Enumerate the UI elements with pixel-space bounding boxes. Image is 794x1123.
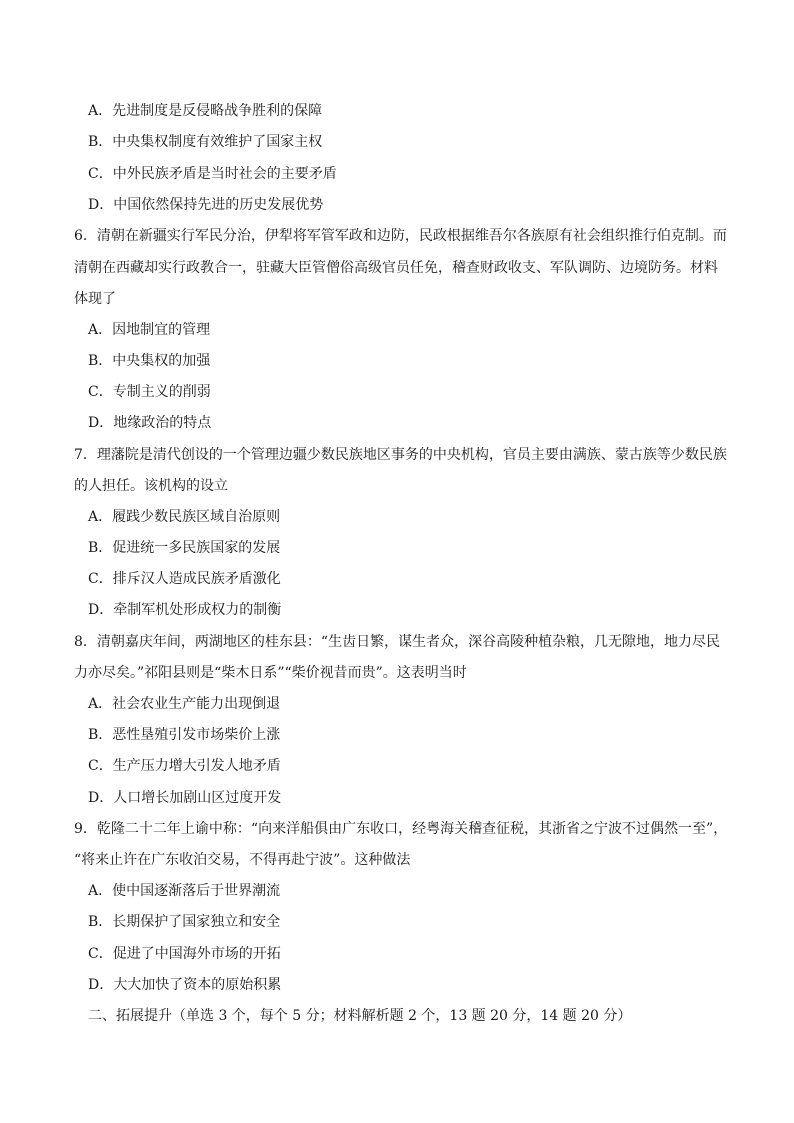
q9-option-c: C．促进了中国海外市场的开拓 — [88, 946, 281, 962]
q7-option-c: C．排斥汉人造成民族矛盾激化 — [88, 571, 281, 587]
option-c: C．中外民族矛盾是当时社会的主要矛盾 — [88, 166, 337, 182]
q6-option-b: B．中央集权的加强 — [88, 353, 211, 369]
question-8-stem: 8．清朝嘉庆年间，两湖地区的桂东县：“生齿日繁，谋生者众，深谷高陵种植杂粮，几无隙地，地力尽民 — [74, 634, 721, 650]
section-2-heading: 二、拓展提升（单选 3 个，每个 5 分；材料解析题 2 个，13 题 20 分，14 题 20 分） — [88, 1008, 632, 1024]
q6-option-a: A．因地制宜的管理 — [88, 322, 211, 338]
q9-option-a: A．使中国逐渐落后于世界潮流 — [88, 883, 281, 899]
q7-option-d: D．牵制军机处形成权力的制衡 — [88, 602, 282, 618]
question-6-stem-cont: 体现了 — [74, 291, 116, 307]
question-6-stem-cont: 清朝在西藏却实行政教合一，驻藏大臣管僧俗高级官员任免，稽查财政收支、军队调防、边境防务。材料 — [74, 260, 718, 276]
question-7-stem: 7．理藩院是清代创设的一个管理边疆少数民族地区事务的中央机构，官员主要由满族、蒙古族等少数民族 — [74, 447, 727, 463]
q8-option-b: B．恶性垦殖引发市场柴价上涨 — [88, 727, 281, 743]
q6-option-c: C．专制主义的削弱 — [88, 384, 211, 400]
q8-option-a: A．社会农业生产能力出现倒退 — [88, 696, 281, 712]
q9-option-b: B．长期保护了国家独立和安全 — [88, 914, 281, 930]
option-d: D．中国依然保持先进的历史发展优势 — [88, 197, 324, 213]
question-8-stem-cont: 力亦尽矣。”祁阳县则是“柴木日系”“柴价视昔而贵”。这表明当时 — [74, 665, 467, 681]
q8-option-c: C．生产压力增大引发人地矛盾 — [88, 758, 281, 774]
question-9-stem-cont: “将来止许在广东收泊交易，不得再赴宁波”。这种做法 — [74, 852, 411, 868]
question-7-stem-cont: 的人担任。该机构的设立 — [74, 478, 228, 494]
q7-option-b: B．促进统一多民族国家的发展 — [88, 540, 281, 556]
q7-option-a: A．履践少数民族区域自治原则 — [88, 509, 281, 525]
q8-option-d: D．人口增长加剧山区过度开发 — [88, 790, 282, 806]
option-b: B．中央集权制度有效维护了国家主权 — [88, 134, 323, 150]
q9-option-d: D．大大加快了资本的原始积累 — [88, 977, 282, 993]
question-6-stem: 6．清朝在新疆实行军民分治，伊犁将军管军政和边防，民政根据维吾尔各族原有社会组织推行伯克制。而 — [74, 228, 727, 244]
q6-option-d: D．地缘政治的特点 — [88, 415, 212, 431]
question-9-stem: 9．乾隆二十二年上谕中称：“向来洋船俱由广东收口，经粤海关稽查征税，其浙省之宁波不过偶然一至”， — [74, 821, 728, 837]
option-a: A．先进制度是反侵略战争胜利的保障 — [88, 103, 323, 119]
